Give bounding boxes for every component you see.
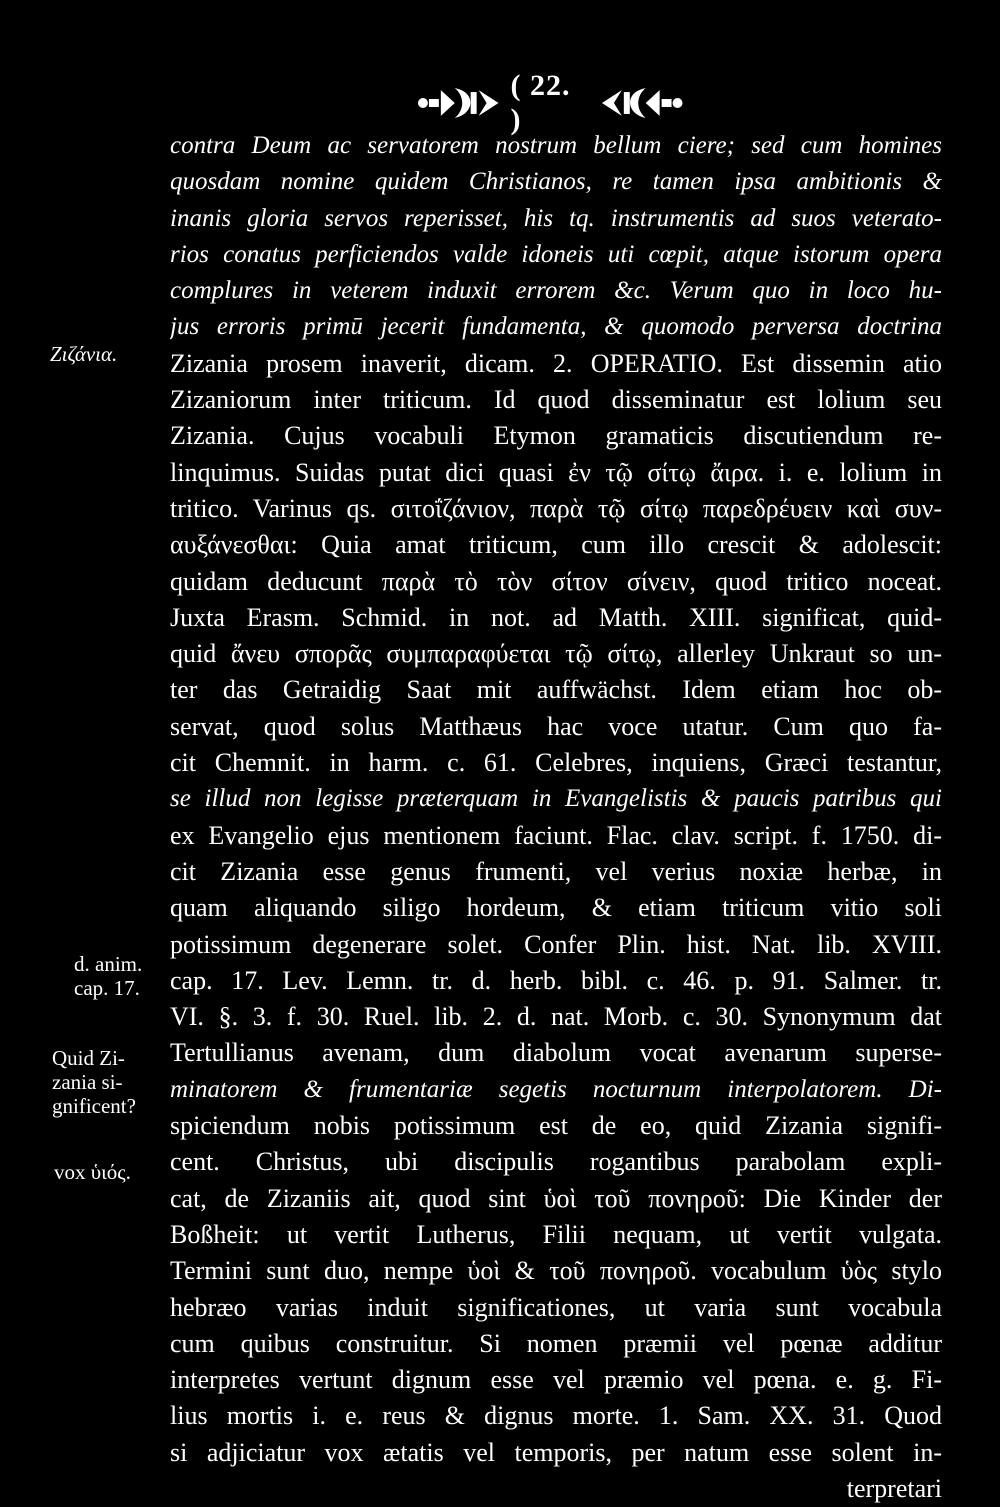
text-line: tritico. Varinus qs. σιτοΐζάνιον, παρὰ τῷ σίτῳ παρεδρέυειν καὶ συν- bbox=[170, 493, 942, 523]
text-line: terpretari bbox=[846, 1473, 942, 1503]
text-line: cum quibus construitur. Si nomen præmii vel pœnæ additur bbox=[170, 1328, 942, 1358]
text-line: Boßheit: ut vertit Lutherus, Filii nequam, ut vertit vulgata. bbox=[170, 1219, 942, 1249]
margin-note-quid-zizania bbox=[52, 1046, 172, 1118]
right-ornament-icon bbox=[596, 86, 685, 120]
margin-note-zizania: Ζιζάνια. bbox=[50, 342, 118, 366]
text-line: cent. Christus, ubi discipulis rogantibus parabolam expli- bbox=[170, 1147, 942, 1177]
text-line: Zizania. Cujus vocabuli Etymon gramaticis discutiendum re- bbox=[170, 421, 942, 451]
text-line: servat, quod solus Matthæus hac voce utatur. Cum quo fa- bbox=[170, 711, 942, 741]
margin-note-vox: vox ὑιός. bbox=[54, 1160, 131, 1184]
text-line: αυξάνεσθαι: Quia amat triticum, cum illo crescit & adolescit: bbox=[170, 530, 942, 560]
text-line: cit Zizania esse genus frumenti, vel verius noxiæ herbæ, in bbox=[170, 856, 942, 886]
text-line: complures in veterem induxit errorem &c. Verum quo in loco hu- bbox=[170, 277, 942, 305]
text-line: quam aliquando siligo hordeum, & etiam triticum vitio soli bbox=[170, 893, 942, 923]
margin-note-line: Quid Zi- bbox=[52, 1046, 125, 1070]
text-line: ex Evangelio ejus mentionem faciunt. Flac. clav. script. f. 1750. di- bbox=[170, 820, 942, 850]
text-line: lius mortis i. e. reus & dignus morte. 1. Sam. XX. 31. Quod bbox=[170, 1401, 942, 1431]
text-line: hebræo varias induit significationes, ut varia sunt vocabula bbox=[170, 1292, 942, 1322]
text-line: jus erroris primū jecerit fundamenta, & quomodo perversa doctrina bbox=[170, 313, 942, 341]
text-line: ter das Getraidig Saat mit auffwächst. Idem etiam hoc ob- bbox=[170, 675, 942, 705]
text-line: Zizaniorum inter triticum. Id quod disseminatur est lolium seu bbox=[170, 385, 942, 415]
text-line: quid ἄνευ σπορᾶς συμπαραφύεται τῷ σίτῳ, allerley Unkraut so un- bbox=[170, 639, 942, 669]
text-line: quidam deducunt παρὰ τὸ τὸν σίτον σίνειν, quod tritico noceat. bbox=[170, 566, 942, 596]
text-line: cap. 17. Lev. Lemn. tr. d. herb. bibl. c. 46. p. 91. Salmer. tr. bbox=[170, 965, 942, 995]
text-line: se illud non legisse præterquam in Evangelistis & paucis patribus qui bbox=[170, 785, 942, 813]
text-line: interpretes vertunt dignum esse vel præmio vel pœna. e. g. Fi- bbox=[170, 1365, 942, 1395]
text-line: minatorem & frumentariæ segetis nocturnum interpolatorem. Di- bbox=[170, 1075, 942, 1103]
text-line: quosdam nomine quidem Christianos, re tamen ipsa ambitionis & bbox=[170, 168, 942, 196]
text-line: spiciendum nobis potissimum est de eo, quid Zizania signifi- bbox=[170, 1111, 942, 1141]
text-line: si adjiciatur vox ætatis vel temporis, per natum esse solent in- bbox=[170, 1437, 942, 1467]
text-line: Juxta Erasm. Schmid. in not. ad Matth. XIII. significat, quid- bbox=[170, 602, 942, 632]
margin-note-line: gnificent? bbox=[52, 1094, 136, 1118]
text-line: Tertullianus avenam, dum diabolum vocat avenarum superse- bbox=[170, 1038, 942, 1068]
page-header bbox=[415, 69, 685, 136]
text-line: potissimum degenerare solet. Confer Plin. hist. Nat. lib. XVIII. bbox=[170, 929, 942, 959]
text-line: Termini sunt duo, nempe ὑοὶ & τοῦ πονηροῦ. vocabulum ὑὸς stylo bbox=[170, 1256, 942, 1286]
text-line: contra Deum ac servatorem nostrum bellum ciere; sed cum homines bbox=[170, 132, 942, 159]
text-line: VI. §. 3. f. 30. Ruel. lib. 2. d. nat. Morb. c. 30. Synonymum dat bbox=[170, 1002, 942, 1032]
text-line: rios conatus perficiendos valde idoneis uti cœpit, atque istorum opera bbox=[170, 240, 942, 268]
left-ornament-icon bbox=[415, 86, 504, 120]
text-line: Zizania prosem inaverit, dicam. 2. OPERATIO. Est dissemin atio bbox=[170, 348, 942, 378]
text-line: linquimus. Suidas putat dici quasi ἐν τῷ σίτῳ ἄιρα. i. e. lolium in bbox=[170, 457, 942, 487]
page-number: ( 22. ) bbox=[510, 69, 571, 136]
margin-note-line: cap. 17. bbox=[74, 976, 140, 1000]
margin-note-line: d. anim. bbox=[74, 952, 143, 976]
text-line: inanis gloria servos reperisset, his tq. instrumentis ad suos veterato- bbox=[170, 204, 942, 232]
main-text-column bbox=[170, 128, 942, 1507]
margin-note-line: zania si- bbox=[52, 1070, 123, 1094]
text-line: cit Chemnit. in harm. c. 61. Celebres, inquiens, Græci testantur, bbox=[170, 748, 942, 778]
text-line: cat, de Zizaniis ait, quod sint ὑοὶ τοῦ πονηροῦ: Die Kinder der bbox=[170, 1183, 942, 1213]
